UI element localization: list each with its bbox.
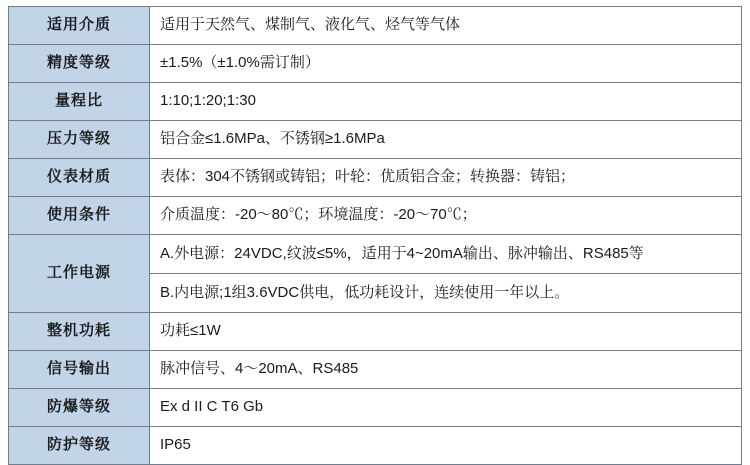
table-row xyxy=(9,351,742,389)
row-value-medium: 适用于天然气、煤制气、液化气、烃气等气体 xyxy=(150,7,742,45)
row-label-material: 仪表材质 xyxy=(9,159,150,197)
row-value-signal-output: 脉冲信号、4～20mA、RS485 xyxy=(150,351,742,389)
table-row xyxy=(9,45,742,83)
row-value-pressure-rating: 铝合金≤1.6MPa、不锈钢≥1.6MPa xyxy=(150,121,742,159)
table-row xyxy=(9,159,742,197)
row-value-turndown-ratio: 1:10;1:20;1:30 xyxy=(150,83,742,121)
row-label-ingress-protection: 防护等级 xyxy=(9,427,150,465)
row-label-power-supply: 工作电源 xyxy=(9,235,150,313)
row-label-power-consumption: 整机功耗 xyxy=(9,313,150,351)
row-value-power-consumption: 功耗≤1W xyxy=(150,313,742,351)
row-value-power-supply-internal: B.内电源;1组3.6VDC供电，低功耗设计，连续使用一年以上。 xyxy=(150,274,742,313)
row-value-material: 表体：304不锈钢或铸铝；叶轮：优质铝合金；转换器：铸铝； xyxy=(150,159,742,197)
row-value-ingress-protection: IP65 xyxy=(150,427,742,465)
row-value-accuracy: ±1.5%（±1.0%需订制） xyxy=(150,45,742,83)
row-label-turndown-ratio: 量程比 xyxy=(9,83,150,121)
row-label-operating-conditions: 使用条件 xyxy=(9,197,150,235)
row-label-explosion-proof: 防爆等级 xyxy=(9,389,150,427)
specification-table xyxy=(8,6,742,465)
row-label-medium: 适用介质 xyxy=(9,7,150,45)
table-row xyxy=(9,7,742,45)
table-row xyxy=(9,427,742,465)
table-row xyxy=(9,313,742,351)
row-label-pressure-rating: 压力等级 xyxy=(9,121,150,159)
row-value-power-supply-external: A.外电源：24VDC,纹波≤5%，适用于4~20mA输出、脉冲输出、RS485等 xyxy=(150,235,742,274)
table-row xyxy=(9,235,742,274)
table-row xyxy=(9,389,742,427)
table-row xyxy=(9,197,742,235)
row-label-accuracy: 精度等级 xyxy=(9,45,150,83)
row-label-signal-output: 信号输出 xyxy=(9,351,150,389)
table-row xyxy=(9,83,742,121)
table-row xyxy=(9,121,742,159)
row-value-operating-conditions: 介质温度：-20～80℃；环境温度：-20～70℃； xyxy=(150,197,742,235)
row-value-explosion-proof: Ex d II C T6 Gb xyxy=(150,389,742,427)
